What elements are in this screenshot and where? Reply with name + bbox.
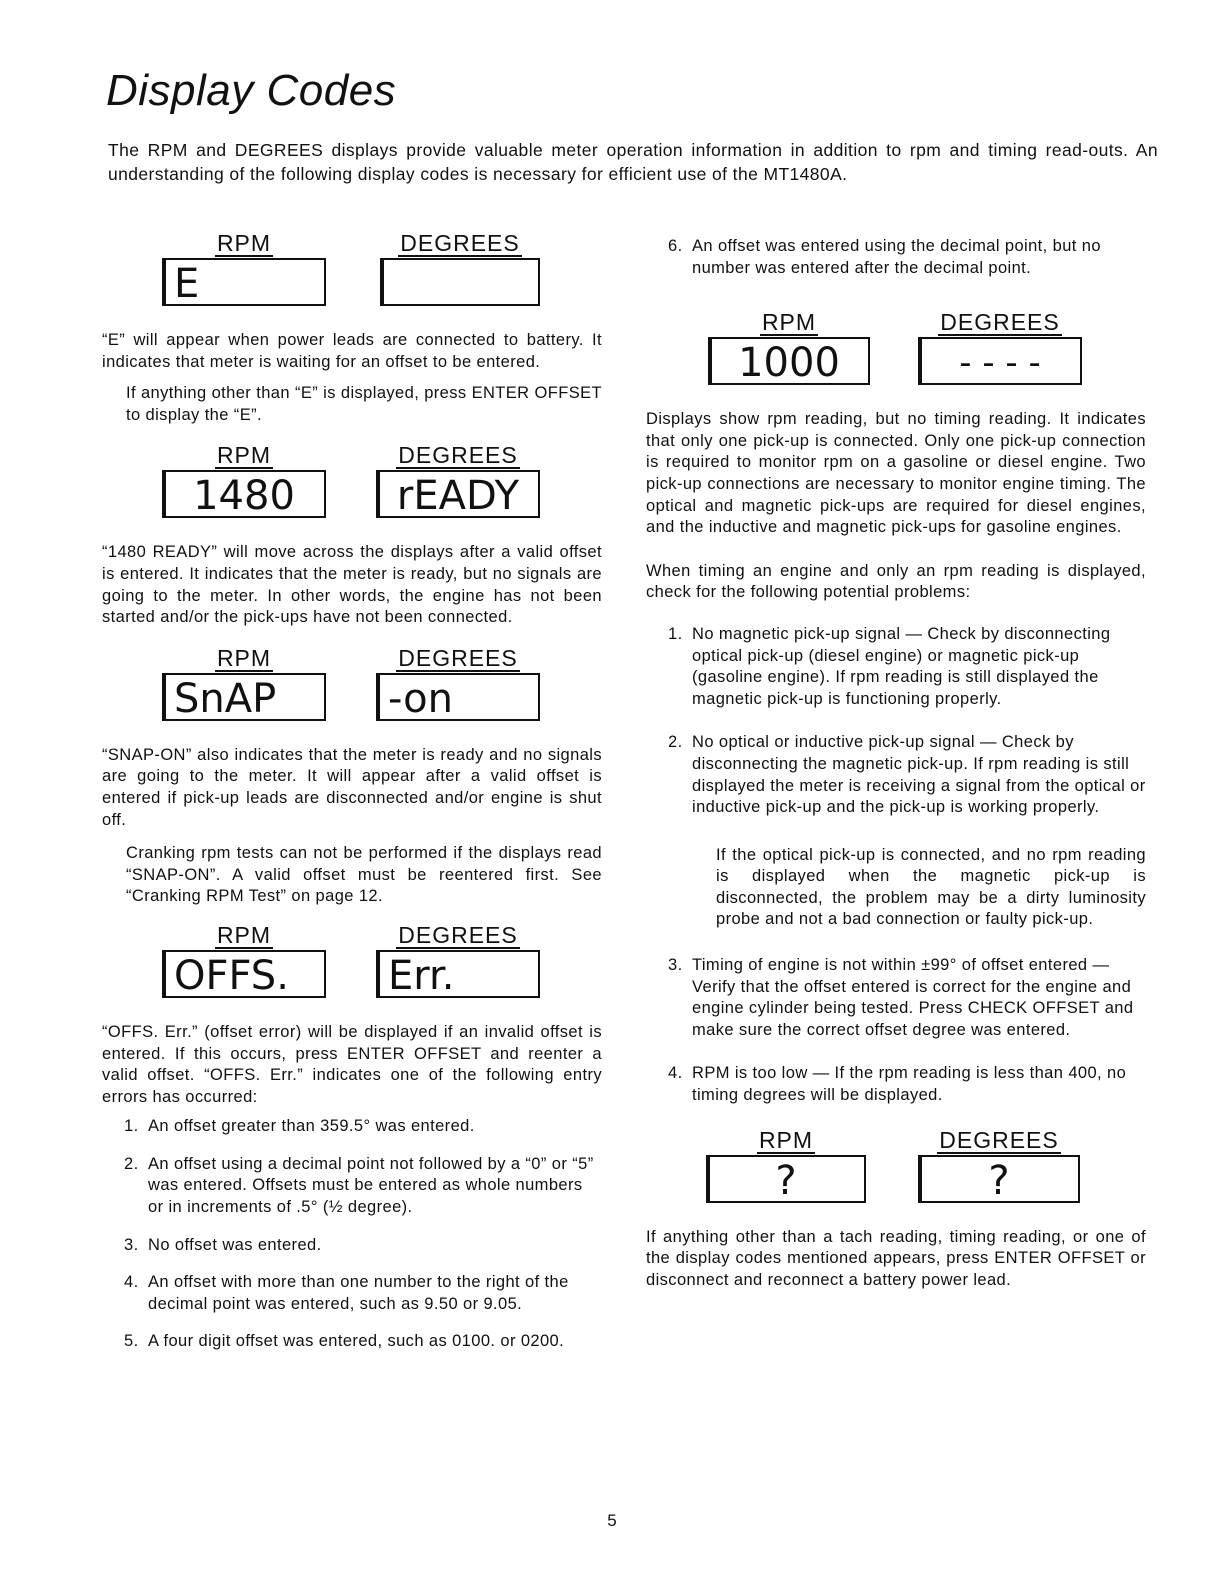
degrees-readout: -on: [376, 673, 540, 721]
list-item: 5. A four digit offset was entered, such as 0100. or 0200.: [124, 1332, 565, 1351]
optical-pickup-note: If the optical pick-up is connected, and no rpm reading is displayed when the magnetic pick-up is disconnected, the problem may be a dirty luminosity probe and not a bad connection or faulty pick-up.: [716, 845, 1146, 929]
rpm-label: RPM: [216, 921, 272, 948]
e-code-note: If anything other than “E” is displayed, press ENTER OFFSET to display the “E”.: [126, 384, 602, 424]
rpm-readout: ?: [706, 1155, 866, 1203]
list-item: 3. No offset was entered.: [124, 1235, 322, 1254]
right-column: [646, 236, 1146, 1291]
degrees-display: [376, 645, 540, 721]
rpm-display: [162, 922, 326, 998]
intro-paragraph: The RPM and DEGREES displays provide valuable meter operation information in addition to rpm and timing read-outs. An understanding of the following display codes is necessary for efficient use of the MT1480A.: [108, 140, 1158, 184]
ready-code-description: “1480 READY” will move across the displays after a valid offset is entered. It indicates that the meter is ready, but no signals are going to the meter. In other words, the engine has not been started and/or the pick-ups have not been connected.: [102, 543, 602, 627]
degrees-display: [918, 1127, 1080, 1203]
list-item: 6. An offset was entered using the decimal point, but no number was entered after the decimal point.: [668, 237, 1101, 277]
one-pickup-description: Displays show rpm reading, but no timing reading. It indicates that only one pick-up is connected. Only one pick-up connection is required to monitor rpm on a gasoline or diesel engine. Two pick-up connections are necessary to monitor engine timing. The optical and magnetic pick-ups are required for diesel engines, and the inductive and magnetic pick-ups for gasoline engines.: [646, 410, 1146, 537]
rpm-readout: SnAP: [162, 673, 326, 721]
rpm-label: RPM: [216, 644, 272, 671]
page-number: 5: [607, 1511, 617, 1530]
rpm-readout: OFFS.: [162, 950, 326, 998]
entry-errors-list: [102, 1116, 602, 1353]
list-item: 1. An offset greater than 359.5° was entered.: [124, 1117, 475, 1136]
display-e: [162, 230, 602, 320]
rpm-readout: 1480: [162, 470, 326, 518]
degrees-display: [380, 230, 540, 306]
entry-errors-list-continued: [646, 236, 1146, 279]
rpm-label: RPM: [761, 309, 817, 336]
degrees-display: [918, 309, 1082, 385]
cranking-note: Cranking rpm tests can not be performed if the displays read “SNAP-ON”. A valid offset must be reentered first. See “Cranking RPM Test” on page 12.: [126, 844, 602, 906]
display-1000: [708, 309, 1146, 399]
display-question: [706, 1127, 1146, 1217]
degrees-readout: [380, 258, 540, 306]
rpm-display: [162, 645, 326, 721]
degrees-label: DEGREES: [398, 442, 518, 469]
degrees-readout: ?: [918, 1155, 1080, 1203]
rpm-display: [708, 309, 870, 385]
offs-err-description: “OFFS. Err.” (offset error) will be displayed if an invalid offset is entered. If this occurs, press ENTER OFFSET and reenter a valid offset. “OFFS. Err.” indicates one of the following entry errors has occurred:: [102, 1022, 602, 1106]
rpm-display: [162, 230, 326, 306]
display-offs-err: [162, 922, 602, 1012]
list-item: 4. An offset with more than one number to the right of the decimal point was entered, such as 9.50 or 9.05.: [124, 1273, 569, 1313]
list-item: 4. RPM is too low — If the rpm reading is less than 400, no timing degrees will be displayed.: [668, 1064, 1127, 1105]
list-item: 2. An offset using a decimal point not followed by a “0” or “5” was entered. Offsets must be entered as whole numbers or in increments of .5° (½ degree).: [124, 1154, 594, 1217]
degrees-label: DEGREES: [940, 309, 1060, 336]
degrees-label: DEGREES: [400, 230, 520, 256]
degrees-readout: rEADY: [376, 470, 540, 518]
list-item: 1. No magnetic pick-up signal — Check by disconnecting optical pick-up (diesel engine) or magnetic pick-up (gasoline engine). If rpm reading is still displayed the magnetic pick-up is functioning properly.: [668, 624, 1111, 708]
degrees-display: [376, 922, 540, 998]
degrees-label: DEGREES: [398, 644, 518, 671]
display-snap-on: [162, 645, 602, 735]
rpm-label: RPM: [216, 230, 272, 256]
rpm-readout: 1000: [708, 337, 870, 385]
degrees-label: DEGREES: [398, 921, 518, 948]
left-column: [102, 230, 602, 1353]
degrees-label: DEGREES: [939, 1126, 1059, 1153]
potential-problems-list-continued: [646, 955, 1146, 1107]
degrees-readout: - - - -: [918, 337, 1082, 385]
problems-intro: When timing an engine and only an rpm reading is displayed, check for the following potential problems:: [646, 561, 1146, 602]
potential-problems-list: [646, 624, 1146, 819]
snap-on-description: “SNAP-ON” also indicates that the meter is ready and no signals are going to the meter. It will appear after a valid offset is entered if pick-up leads are disconnected and/or engine is shut off.: [102, 745, 602, 829]
rpm-label: RPM: [216, 442, 272, 469]
final-note: If anything other than a tach reading, timing reading, or one of the display codes mentioned appears, press ENTER OFFSET or disconnect and reconnect a battery power lead.: [646, 1227, 1146, 1289]
rpm-display: [706, 1127, 866, 1203]
rpm-readout: E: [162, 258, 326, 306]
list-item: 3. Timing of engine is not within ±99° of offset entered — Verify that the offset entered is correct for the engine and engine cylinder being tested. Press CHECK OFFSET and make sure the correct offset degree was entered.: [668, 956, 1134, 1039]
degrees-display: [376, 442, 540, 518]
rpm-label: RPM: [758, 1126, 814, 1153]
display-1480-ready: [162, 442, 602, 532]
list-item: 2. No optical or inductive pick-up signal — Check by disconnecting the magnetic pick-up. If rpm reading is still displayed the meter is receiving a signal from the optical or inductive pick-up and the pick-up is working properly.: [668, 733, 1146, 817]
rpm-display: [162, 442, 326, 518]
page-title: Display Codes: [106, 66, 397, 115]
degrees-readout: Err.: [376, 950, 540, 998]
e-code-description: “E” will appear when power leads are connected to battery. It indicates that meter is waiting for an offset to be entered.: [102, 331, 602, 371]
